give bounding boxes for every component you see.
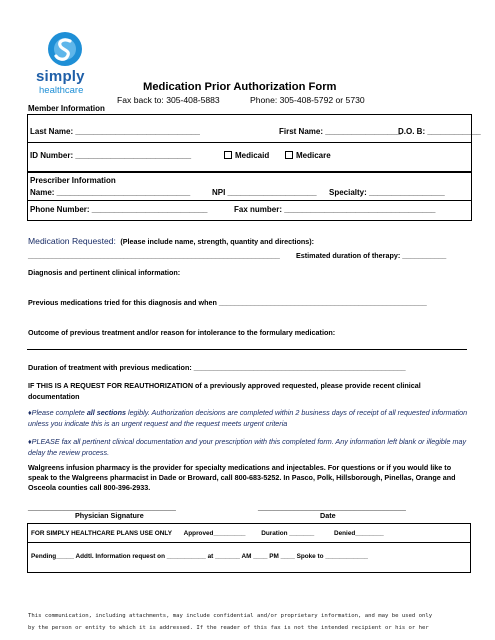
physician-signature-label: Physician Signature [75,511,144,520]
npi-field[interactable]: NPI ____________________ [212,188,317,197]
medicaid-checkbox[interactable] [224,151,232,159]
plan-use-row [31,530,384,537]
fax-back: Fax back to: 305-408-5883 [117,95,220,105]
first-name-field[interactable]: First Name: _________________ [279,127,401,136]
id-number-field[interactable]: ID Number: __________________________ [30,151,192,160]
note1-rest: legibly. Authorization decisions are completed within 2 business days of receipt of all requested information unless you indicate this is an urgent request and the request meets urgent criteria [28,408,468,428]
member-info-box [27,114,472,173]
last-name-field[interactable]: Last Name: ____________________________ [30,127,200,136]
reauthorization-note: IF THIS IS A REQUEST FOR REAUTHORIZATION of a previously approved requested, please provide recent clinical documentation [28,381,421,401]
dob-field[interactable]: D.O. B: ____________ [398,127,481,136]
outcome-answer-line[interactable] [27,349,467,350]
prescriber-name-field[interactable]: Name: ______________________________ [30,188,191,197]
date-label: Date [320,511,336,520]
diagnosis-label[interactable]: Diagnosis and pertinent clinical information: [28,268,181,277]
outcome-label: Outcome of previous treatment and/or reason for intolerance to the formulary medication: [28,328,336,337]
confidentiality-line-2: by the person or entity to which it is addressed. If the reader of this fax is not the intended recipient or his or her [28,625,429,631]
form-title: Medication Prior Authorization Form [143,81,337,93]
plan-use-label: FOR SIMPLY HEALTHCARE PLANS USE ONLY [31,530,172,537]
duration-previous-field[interactable]: Duration of treatment with previous medication: _____________________________________________________ [28,363,406,372]
complete-sections-note [28,408,468,429]
phone-number: Phone: 305-408-5792 or 5730 [250,95,365,105]
logo-text-healthcare: healthcare [39,85,84,96]
date-line[interactable]: _____________________________________ [258,502,406,511]
note1-lead: ♦Please complete [28,408,87,417]
walgreens-note: Walgreens infusion pharmacy is the provider for specialty medications and injectables. For questions or if you would like to speak to the Walgreens pharmacist in Dade or Broward, call 800-683-5252. In Pasco, Polk, Hillsborough, Pinellas, Orange and Osceola counties call 800-396-2933. [28,463,456,493]
prescriber-fax-field[interactable]: Fax number: __________________________________ [234,205,436,214]
medicaid-label: Medicaid [235,151,270,160]
medication-requested-note: (Please include name, strength, quantity and directions): [120,237,315,246]
prescriber-phone-field[interactable]: Phone Number: __________________________ [30,205,208,214]
prescriber-divider [27,200,471,201]
specialty-field[interactable]: Specialty: _________________ [329,188,445,197]
medication-requested [28,231,314,249]
denied-field[interactable]: Denied________ [333,530,384,537]
note1-bold: all sections [86,408,126,417]
duration-field[interactable]: Duration _______ [261,530,315,537]
logo-swirl-icon [46,30,84,68]
estimated-duration-field[interactable]: Estimated duration of therapy: ___________ [296,251,447,260]
medication-requested-label: Medication Requested: [28,236,116,246]
member-divider [27,142,471,143]
plan-use-divider [27,542,470,543]
prescriber-header: Prescriber Information [30,176,116,185]
approved-field[interactable]: Approved_________ [183,530,246,537]
medicaid-option[interactable] [224,151,269,160]
medication-requested-line[interactable]: _______________________________________________________________ [28,251,280,260]
medicare-checkbox[interactable] [285,151,293,159]
physician-signature-line[interactable]: _____________________________________ [28,502,176,511]
confidentiality-line-1: This communication, including attachments, may include confidential and/or proprietary information, and may be used only [28,613,433,619]
medicare-option[interactable] [285,151,331,160]
previous-medications-field[interactable]: Previous medications tried for this diagnosis and when ____________________________________________________ [28,298,427,307]
member-info-header: Member Information [28,104,105,113]
fax-documentation-note: ♦PLEASE fax all pertinent clinical documentation and your prescription with this completed form. Any information left blank or illegible may delay the review process. [28,437,467,457]
medicare-label: Medicare [296,151,331,160]
logo [28,28,108,98]
pending-row[interactable]: Pending_____ Addtl. Information request on ___________ at _______ AM ____ PM ____ Spoke to ____________ [31,553,368,560]
logo-text-simply: simply [36,68,85,85]
